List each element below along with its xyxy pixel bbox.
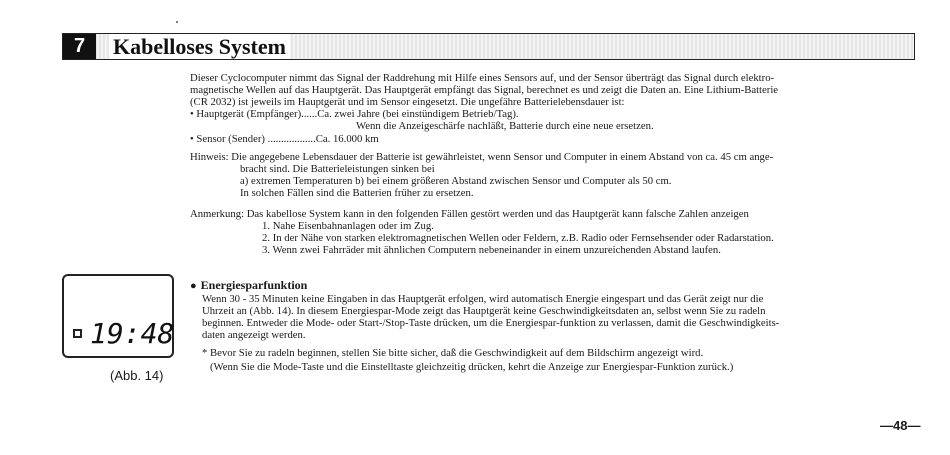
lcd-time: 19:48: [90, 317, 175, 350]
energy-heading-text: Energiesparfunktion: [200, 278, 308, 292]
chapter-title: Kabelloses System: [109, 34, 290, 59]
energy-heading: [190, 278, 307, 293]
energy-save-icon: [73, 329, 82, 338]
anmerkung-item-2: 2. In der Nähe von starken elektromagnetischen Wellen oder Feldern, z.B. Radio oder Fernsehsender oder Radarstation.: [262, 232, 774, 244]
energy-note-1: * Bevor Sie zu radeln beginnen, stellen Sie bitte sicher, daß die Geschwindigkeit auf dem Bildschirm angezeigt wird.: [202, 347, 704, 359]
hinweis-line-1: Hinweis: Die angegebene Lebensdauer der Batterie ist gewährleistet, wenn Sensor und Computer in einem Abstand von ca. 45 cm ange-: [190, 151, 774, 163]
anmerkung-item-1: 1. Nahe Eisenbahnanlagen oder im Zug.: [262, 220, 434, 232]
hinweis-line-4: In solchen Fällen sind die Batterien früher zu ersetzen.: [240, 187, 474, 199]
intro-line-3: (CR 2032) ist jeweils im Hauptgerät und im Sensor eingesetzt. Die ungefähre Batterielebensdauer ist:: [190, 96, 625, 108]
lcd-display-figure: [62, 274, 174, 358]
battery-sensor: • Sensor (Sender) ..................Ca. 16.000 km: [190, 133, 379, 145]
page-number: —48—: [880, 418, 921, 433]
intro-line-1: Dieser Cyclocomputer nimmt das Signal der Raddrehung mit Hilfe eines Sensors auf, und der Sensor überträgt das Signal durch elektro-: [190, 72, 775, 84]
anmerkung-line-1: Anmerkung: Das kabellose System kann in den folgenden Fällen gestört werden und das Hauptgerät kann falsche Zahlen anzeigen: [190, 208, 749, 220]
battery-main-unit: • Hauptgerät (Empfänger)......Ca. zwei Jahre (bei einstündigem Betrieb/Tag).: [190, 108, 519, 120]
energy-line-2: Uhrzeit an (Abb. 14). In diesem Energiespar-Mode zeigt das Hauptgerät keine Geschwindigkeitsdaten an, selbst wenn Sie zu radeln: [202, 305, 766, 317]
hinweis-line-3: a) extremen Temperaturen b) bei einem größeren Abstand zwischen Sensor und Computer als 50 cm.: [240, 175, 672, 187]
energy-line-3: beginnen. Entweder die Mode- oder Start-/Stop-Taste drücken, um die Energiespar-funktion zu verlassen, damit die Geschwindigkeits-: [202, 317, 780, 329]
hinweis-line-2: bracht sind. Die Batterieleistungen sinken bei: [240, 163, 435, 175]
energy-line-4: daten angezeigt werden.: [202, 329, 306, 341]
bullet-icon: ●: [190, 280, 197, 292]
chapter-number: 7: [63, 34, 96, 59]
chapter-header: [62, 33, 915, 60]
intro-line-2: magnetische Wellen auf das Hauptgerät. Das Hauptgerät empfängt das Signal, berechnet es und zeigt die Daten an. Eine Lithium-Batterie: [190, 84, 779, 96]
energy-line-1: Wenn 30 - 35 Minuten keine Eingaben in das Hauptgerät erfolgen, wird automatisch Energie eingespart und das Gerät zeigt nur die: [202, 293, 764, 305]
anmerkung-item-3: 3. Wenn zwei Fahrräder mit ähnlichen Computern nebeneinander in einem unzureichenden Abstand laufen.: [262, 244, 721, 256]
battery-main-unit-note: Wenn die Anzeigeschärfe nachläßt, Batterie durch eine neue ersetzen.: [356, 120, 654, 132]
figure-caption: (Abb. 14): [110, 368, 164, 383]
energy-note-2: (Wenn Sie die Mode-Taste und die Einstelltaste gleichzeitig drücken, kehrt die Anzeige zur Energiespar-Funktion zurück.): [210, 361, 734, 373]
speck: [176, 21, 178, 23]
